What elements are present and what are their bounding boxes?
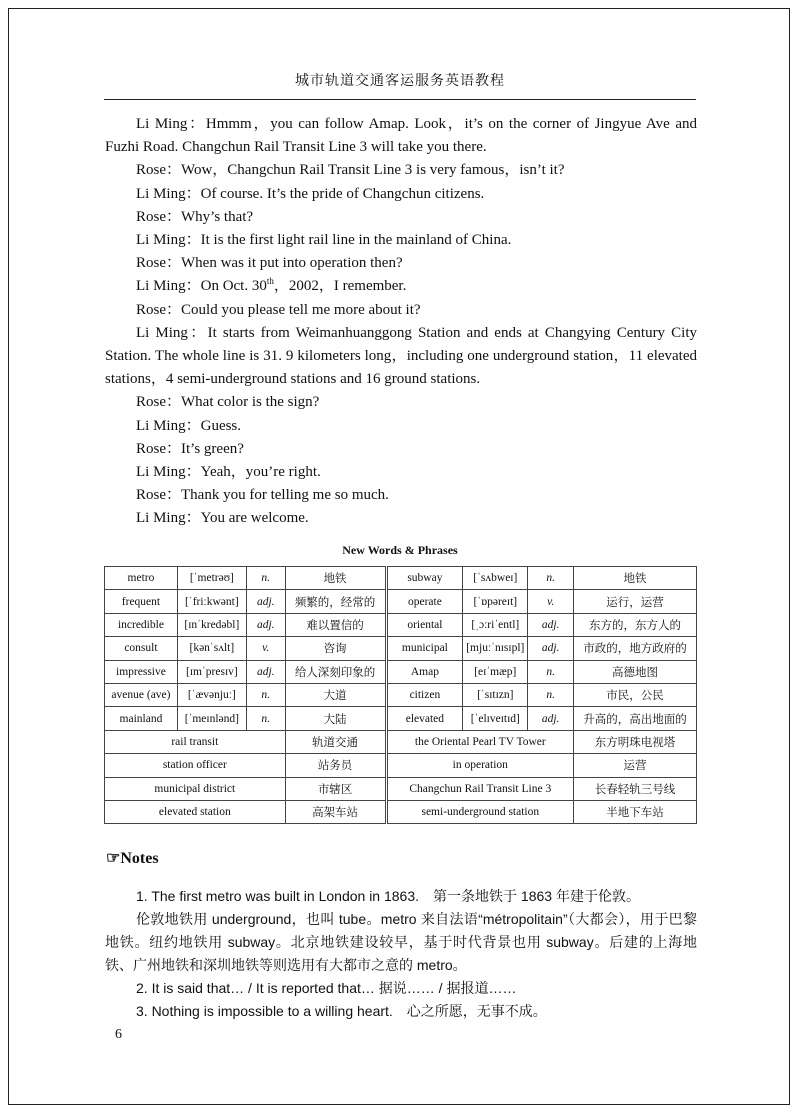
dialogue-line: Rose：Could you please tell me more about it? xyxy=(136,301,421,318)
utterance: Yeah，you’re right. xyxy=(200,464,321,481)
dialogue-line: Li Ming：Yeah，you’re right. xyxy=(136,464,321,481)
table-row xyxy=(105,637,697,660)
translation: 咨询 xyxy=(285,637,386,660)
word: mainland xyxy=(105,707,178,730)
utterance: Thank you for telling me so much. xyxy=(181,487,389,504)
utterance: You are welcome. xyxy=(200,510,309,527)
dialogue-line: Li Ming：You are welcome. xyxy=(136,510,309,527)
speaker: Li Ming xyxy=(136,278,186,295)
dialogue-line: Rose：When was it put into operation then? xyxy=(136,255,403,272)
table-row xyxy=(105,613,697,636)
table-row xyxy=(105,567,697,590)
phrase-row xyxy=(105,754,697,777)
dialogue-line: Rose：Why’s that? xyxy=(136,208,254,225)
translation: 地铁 xyxy=(285,567,386,590)
part-of-speech: n. xyxy=(528,683,574,706)
phonetic: [ˈmetrəʊ] xyxy=(177,567,246,590)
speaker: Rose xyxy=(136,487,166,504)
utterance: Hmmm，you can follow Amap. Look，it’s on the corner of Jingyue Ave and Fuzhi Road. Changchun Rail Transit Line 3 will take you there. xyxy=(105,116,697,156)
translation: 运行，运营 xyxy=(574,590,697,613)
note-line: 2. It is said that… / It is reported that… 据说…… / 据报道…… xyxy=(136,980,517,996)
part-of-speech: v. xyxy=(528,590,574,613)
phonetic: [ˈævənjuː] xyxy=(177,683,246,706)
phonetic: [ˈelɪveɪtɪd] xyxy=(463,707,528,730)
phonetic: [mjuːˈnɪsɪpl] xyxy=(463,637,528,660)
speaker: Rose xyxy=(136,255,166,272)
part-of-speech: n. xyxy=(246,707,285,730)
part-of-speech: adj. xyxy=(246,590,285,613)
word: impressive xyxy=(105,660,178,683)
vocab-table xyxy=(104,566,697,824)
part-of-speech: adj. xyxy=(246,660,285,683)
note-line: 1. The first metro was built in London in 1863. 第一条地铁于 1863 年建于伦敦。 xyxy=(136,888,640,904)
word: municipal xyxy=(386,637,463,660)
translation: 地铁 xyxy=(574,567,697,590)
running-header: 城市轨道交通客运服务英语教程 xyxy=(295,73,505,89)
phonetic: [ˌɔːriˈentl] xyxy=(463,613,528,636)
speaker: Li Ming xyxy=(136,185,186,202)
translation: 市政的，地方政府的 xyxy=(574,637,697,660)
word: oriental xyxy=(386,613,463,636)
speaker: Li Ming xyxy=(136,324,188,341)
notes-heading: ☞Notes xyxy=(106,850,159,867)
phrase-row xyxy=(105,800,697,823)
part-of-speech: adj. xyxy=(246,613,285,636)
ordinal-suffix: th xyxy=(266,276,274,287)
phonetic: [ˈsʌbweɪ] xyxy=(463,567,528,590)
phonetic: [ɪmˈpresɪv] xyxy=(177,660,246,683)
notes xyxy=(105,885,697,1023)
word: operate xyxy=(386,590,463,613)
phrase-translation: 东方明珠电视塔 xyxy=(574,730,697,753)
utterance: When was it put into operation then? xyxy=(181,255,403,272)
phonetic: [ˈmeɪnlənd] xyxy=(177,707,246,730)
dialogue-line: Li Ming：Of course. It’s the pride of Changchun citizens. xyxy=(136,185,485,202)
phrase: elevated station xyxy=(105,800,286,823)
phrase: rail transit xyxy=(105,730,286,753)
word: metro xyxy=(105,567,178,590)
phrase-translation: 站务员 xyxy=(285,754,386,777)
speaker: Li Ming xyxy=(136,232,186,249)
word: elevated xyxy=(386,707,463,730)
dialogue xyxy=(105,113,697,531)
speaker: Li Ming xyxy=(136,116,188,132)
part-of-speech: adj. xyxy=(528,613,574,636)
phrase-translation: 市辖区 xyxy=(285,777,386,800)
phonetic: [ˈsɪtɪzn] xyxy=(463,683,528,706)
word: Amap xyxy=(386,660,463,683)
part-of-speech: n. xyxy=(528,660,574,683)
dialogue-line: Li Ming：It starts from Weimanhuanggong Station and ends at Changying Century City Station. The whole line is 31. 9 kilometers long，including one underground station，11 elevated stations，4 semi-underground stations and 16 ground stations. xyxy=(105,324,697,388)
translation: 大道 xyxy=(285,683,386,706)
phonetic: [eɪˈmæp] xyxy=(463,660,528,683)
utterance: It’s green? xyxy=(181,440,244,457)
table-row xyxy=(105,590,697,613)
speaker: Li Ming xyxy=(136,510,186,527)
speaker: Rose xyxy=(136,394,166,411)
header-rule xyxy=(104,99,696,100)
phrase-translation: 高架车站 xyxy=(285,800,386,823)
utterance: Why’s that? xyxy=(181,208,254,225)
phrase: the Oriental Pearl TV Tower xyxy=(386,730,574,753)
phonetic: [ˈfriːkwənt] xyxy=(177,590,246,613)
translation: 难以置信的 xyxy=(285,613,386,636)
translation: 给人深刻印象的 xyxy=(285,660,386,683)
utterance: Guess. xyxy=(200,417,242,434)
phrase: station officer xyxy=(105,754,286,777)
dialogue-line: Li Ming：Guess. xyxy=(136,417,242,434)
translation: 大陆 xyxy=(285,707,386,730)
phrase: municipal district xyxy=(105,777,286,800)
dialogue-line: Rose：It’s green? xyxy=(136,440,244,457)
phrase: in operation xyxy=(386,754,574,777)
dialogue-line: Rose：Wow，Changchun Rail Transit Line 3 is very famous，isn’t it? xyxy=(136,162,565,179)
table-row xyxy=(105,707,697,730)
word: citizen xyxy=(386,683,463,706)
utterance: It starts from Weimanhuanggong Station and ends at Changying Century City Station. The whole line is 31. 9 kilometers long，including one underground station，11 elevated stations，4 semi-underground stations and 16 ground stations. xyxy=(105,324,697,388)
part-of-speech: n. xyxy=(528,567,574,590)
word: avenue (ave) xyxy=(105,683,178,706)
part-of-speech: adj. xyxy=(528,707,574,730)
phrase-translation: 半地下车站 xyxy=(574,800,697,823)
utterance: On Oct. 30th，2002，I remember. xyxy=(200,276,407,295)
phonetic: [ɪnˈkredəbl] xyxy=(177,613,246,636)
dialogue-line: Li Ming：Hmmm，you can follow Amap. Look，it’s on the corner of Jingyue Ave and Fuzhi Road. Changchun Rail Transit Line 3 will take you there. xyxy=(105,116,697,156)
speaker: Rose xyxy=(136,208,166,225)
word: subway xyxy=(386,567,463,590)
utterance: What color is the sign? xyxy=(181,394,320,411)
vocab-table-title: New Words & Phrases xyxy=(342,543,458,557)
speaker: Rose xyxy=(136,162,166,179)
part-of-speech: adj. xyxy=(528,637,574,660)
utterance: Could you please tell me more about it? xyxy=(181,301,421,318)
utterance: Of course. It’s the pride of Changchun citizens. xyxy=(200,185,485,202)
note-line: 伦敦地铁用 underground，也叫 tube。metro 来自法语“métropolitain”（大都会），用于巴黎地铁。纽约地铁用 subway。北京地铁建设较早，基于时代背景也用 subway。后建的上海地铁、广州地铁和深圳地铁等则选用有大都市之意的 metro。 xyxy=(105,911,697,973)
phrase: semi-underground station xyxy=(386,800,574,823)
dialogue-line: Li Ming：On Oct. 30th，2002，I remember. xyxy=(136,276,407,295)
word: frequent xyxy=(105,590,178,613)
page-number: 6 xyxy=(115,1027,122,1042)
dialogue-line: Rose：Thank you for telling me so much. xyxy=(136,487,389,504)
speaker: Rose xyxy=(136,440,166,457)
phonetic: [ˈɒpəreɪt] xyxy=(463,590,528,613)
dialogue-line: Rose：What color is the sign? xyxy=(136,394,320,411)
phrase-translation: 运营 xyxy=(574,754,697,777)
phonetic: [kənˈsʌlt] xyxy=(177,637,246,660)
phrase: Changchun Rail Transit Line 3 xyxy=(386,777,574,800)
phrase-row xyxy=(105,730,697,753)
part-of-speech: n. xyxy=(246,567,285,590)
note-line: 3. Nothing is impossible to a willing heart. 心之所愿，无事不成。 xyxy=(136,1003,547,1019)
utterance: Wow，Changchun Rail Transit Line 3 is very famous，isn’t it? xyxy=(181,162,565,179)
translation: 频繁的，经常的 xyxy=(285,590,386,613)
translation: 东方的，东方人的 xyxy=(574,613,697,636)
translation: 高德地图 xyxy=(574,660,697,683)
table-row xyxy=(105,660,697,683)
speaker: Li Ming xyxy=(136,464,186,481)
part-of-speech: n. xyxy=(246,683,285,706)
word: consult xyxy=(105,637,178,660)
translation: 升高的，高出地面的 xyxy=(574,707,697,730)
word: incredible xyxy=(105,613,178,636)
dialogue-line: Li Ming：It is the first light rail line in the mainland of China. xyxy=(136,232,512,249)
phrase-translation: 轨道交通 xyxy=(285,730,386,753)
utterance: It is the first light rail line in the mainland of China. xyxy=(200,232,512,249)
translation: 市民，公民 xyxy=(574,683,697,706)
speaker: Rose xyxy=(136,301,166,318)
part-of-speech: v. xyxy=(246,637,285,660)
phrase-translation: 长春轻轨三号线 xyxy=(574,777,697,800)
phrase-row xyxy=(105,777,697,800)
table-row xyxy=(105,683,697,706)
speaker: Li Ming xyxy=(136,417,186,434)
